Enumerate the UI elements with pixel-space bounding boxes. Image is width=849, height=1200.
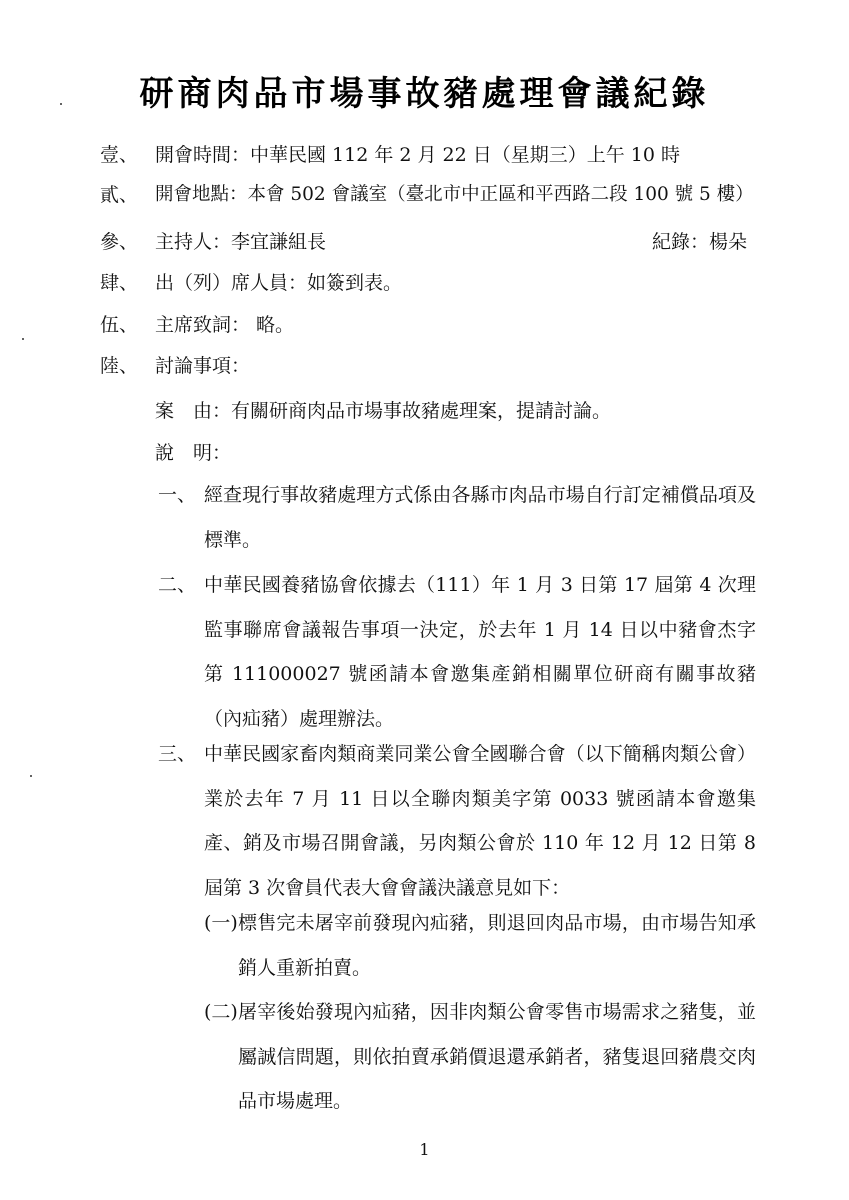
point-number-2: 二、 (158, 574, 197, 596)
explanation-heading: 說 明： (155, 442, 232, 464)
point-text-2: 中華民國養豬協會依據去（111）年 1 月 3 日第 17 屆第 4 次理監事聯席會議報告事項一決定，於去年 1 月 14 日以中豬會杰字第 111000027 號函請本會邀集產銷相關單位研商有關事故豬（內疝豬）處理辦法。 (204, 574, 756, 730)
point-text-1: 經查現行事故豬處理方式係由各縣市肉品市場自行訂定補償品項及標準。 (204, 484, 756, 551)
item-number-5: 伍、 (100, 314, 139, 336)
meeting-location: 開會地點：本會 502 會議室（臺北市中正區和平西路二段 100 號 5 樓） (155, 184, 754, 205)
item-number-3: 參、 (100, 231, 139, 253)
point-number-3: 三、 (158, 743, 197, 765)
point-number-1: 一、 (158, 484, 197, 506)
discussion-heading: 討論事項： (155, 355, 251, 377)
page-number: 1 (419, 1140, 430, 1159)
meeting-time: 開會時間：中華民國 112 年 2 月 22 日（星期三）上午 10 時 (155, 144, 681, 166)
chair-speech: 主席致詞： 略。 (155, 314, 295, 336)
attendees: 出（列）席人員：如簽到表。 (155, 272, 403, 294)
recorder: 紀錄：楊朵 (652, 231, 748, 253)
subpoint-text-1: 標售完未屠宰前發現內疝豬，則退回肉品市場，由市場告知承銷人重新拍賣。 (238, 912, 756, 979)
item-number-1: 壹、 (100, 144, 139, 166)
scan-speck (22, 338, 24, 340)
document-title: 研商肉品市場事故豬處理會議紀錄 (139, 74, 710, 114)
item-number-2: 貳、 (100, 184, 139, 206)
subpoint-text-2: 屠宰後始發現內疝豬，因非肉類公會零售市場需求之豬隻，並屬誠信問題，則依拍賣承銷價退還承銷者，豬隻退回豬農交肉品市場處理。 (238, 1001, 756, 1112)
scan-speck (30, 775, 32, 777)
point-text-3: 中華民國家畜肉類商業同業公會全國聯合會（以下簡稱肉類公會）業於去年 7 月 11 日以全聯肉類美字第 0033 號函請本會邀集產、銷及市場召開會議，另肉類公會於 110 年 12 月 12 日第 8 屆第 3 次會員代表大會會議決議意見如下： (204, 743, 756, 899)
item-number-6: 陸、 (100, 355, 139, 377)
subpoint-number-1: (一) (204, 912, 238, 934)
chairperson: 主持人：李宜謙組長 (155, 231, 327, 253)
case-subject: 案 由：有關研商肉品市場事故豬處理案，提請討論。 (155, 400, 612, 422)
subpoint-number-2: (二) (204, 1001, 238, 1023)
item-number-4: 肆、 (100, 272, 139, 294)
